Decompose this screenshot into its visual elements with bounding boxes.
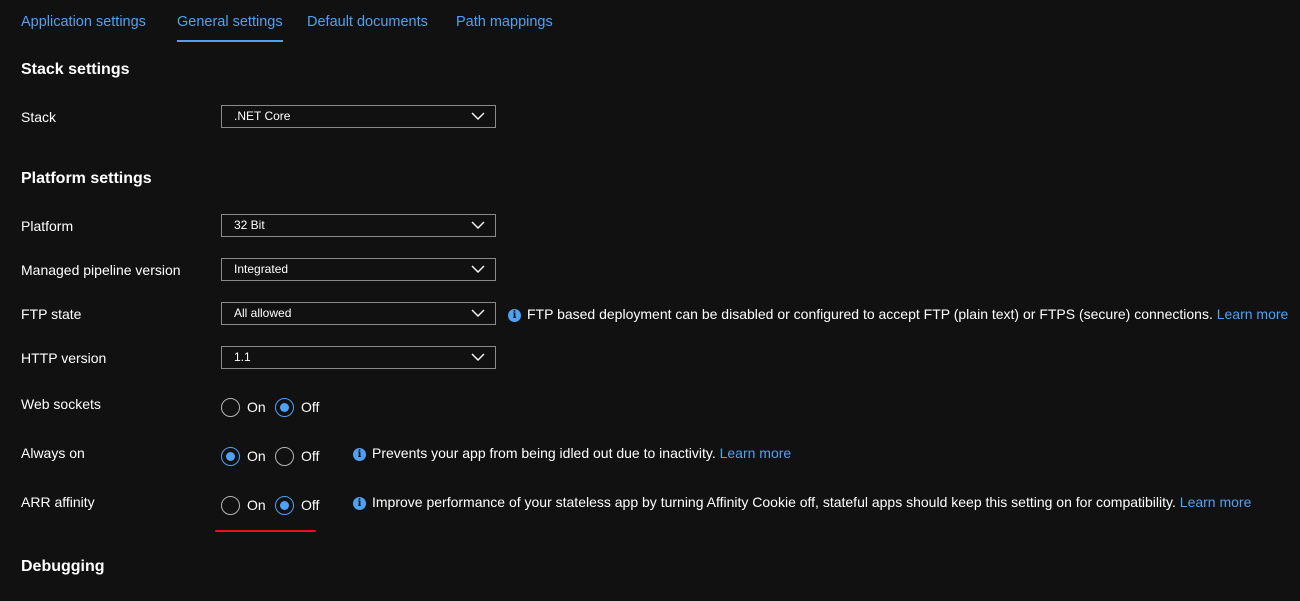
platform-dropdown[interactable] [221, 214, 496, 237]
ftp-info-text: FTP based deployment can be disabled or configured to accept FTP (plain text) or FTPS (secure) connections. [527, 306, 1213, 322]
ftp-learn-more-link[interactable]: Learn more [1216, 306, 1289, 322]
chevron-down-icon [471, 308, 485, 318]
web-sockets-off-label: Off [301, 399, 320, 415]
stack-dropdown[interactable] [221, 105, 496, 128]
tab-general-settings[interactable]: General settings [177, 14, 283, 30]
chevron-down-icon [471, 111, 485, 121]
chevron-down-icon [471, 220, 485, 230]
chevron-down-icon [471, 352, 485, 362]
arr-affinity-radio-group [221, 496, 331, 516]
info-icon: i [353, 448, 366, 461]
always-on-label: Always on [21, 445, 85, 461]
always-on-off-radio[interactable] [275, 447, 294, 466]
stack-label: Stack [21, 109, 57, 125]
always-on-off-label: Off [301, 448, 320, 464]
active-tab-indicator [177, 40, 283, 42]
platform-settings-heading: Platform settings [21, 170, 152, 187]
platform-value: 32 Bit [234, 218, 265, 232]
pipeline-value: Integrated [234, 262, 289, 276]
ftp-state-value: All allowed [234, 306, 292, 320]
platform-label: Platform [21, 218, 74, 234]
stack-settings-heading: Stack settings [21, 61, 130, 78]
arr-affinity-on-label: On [247, 497, 266, 513]
always-on-info-text: Prevents your app from being idled out due to inactivity. [372, 445, 716, 461]
web-sockets-label: Web sockets [21, 396, 101, 412]
ftp-state-dropdown[interactable] [221, 302, 496, 325]
settings-tabs [0, 0, 1300, 44]
arr-affinity-on-radio[interactable] [221, 496, 240, 515]
always-on-on-label: On [247, 448, 266, 464]
always-on-radio-group [221, 447, 331, 467]
http-version-value: 1.1 [234, 350, 251, 364]
tab-application-settings[interactable]: Application settings [21, 14, 146, 30]
arr-affinity-label: ARR affinity [21, 494, 95, 510]
highlight-underline [215, 530, 316, 532]
ftp-info [508, 306, 1288, 322]
tab-path-mappings[interactable]: Path mappings [456, 14, 553, 30]
arr-affinity-learn-more-link[interactable]: Learn more [1179, 494, 1252, 510]
http-version-dropdown[interactable] [221, 346, 496, 369]
pipeline-label: Managed pipeline version [21, 262, 181, 278]
web-sockets-off-radio[interactable] [275, 398, 294, 417]
web-sockets-radio-group [221, 398, 331, 418]
http-version-label: HTTP version [21, 350, 107, 366]
debugging-heading: Debugging [21, 558, 105, 575]
arr-affinity-info [353, 494, 1251, 510]
web-sockets-on-label: On [247, 399, 266, 415]
web-sockets-on-radio[interactable] [221, 398, 240, 417]
info-icon: i [508, 309, 521, 322]
tab-default-documents[interactable]: Default documents [307, 14, 428, 30]
stack-value: .NET Core [234, 109, 291, 123]
info-icon: i [353, 497, 366, 510]
always-on-on-radio[interactable] [221, 447, 240, 466]
chevron-down-icon [471, 264, 485, 274]
always-on-info [353, 445, 791, 461]
ftp-state-label: FTP state [21, 306, 82, 322]
always-on-learn-more-link[interactable]: Learn more [719, 445, 792, 461]
arr-affinity-info-text: Improve performance of your stateless app by turning Affinity Cookie off, stateful apps should keep this setting on for compatibility. [372, 494, 1176, 510]
pipeline-dropdown[interactable] [221, 258, 496, 281]
arr-affinity-off-label: Off [301, 497, 320, 513]
arr-affinity-off-radio[interactable] [275, 496, 294, 515]
